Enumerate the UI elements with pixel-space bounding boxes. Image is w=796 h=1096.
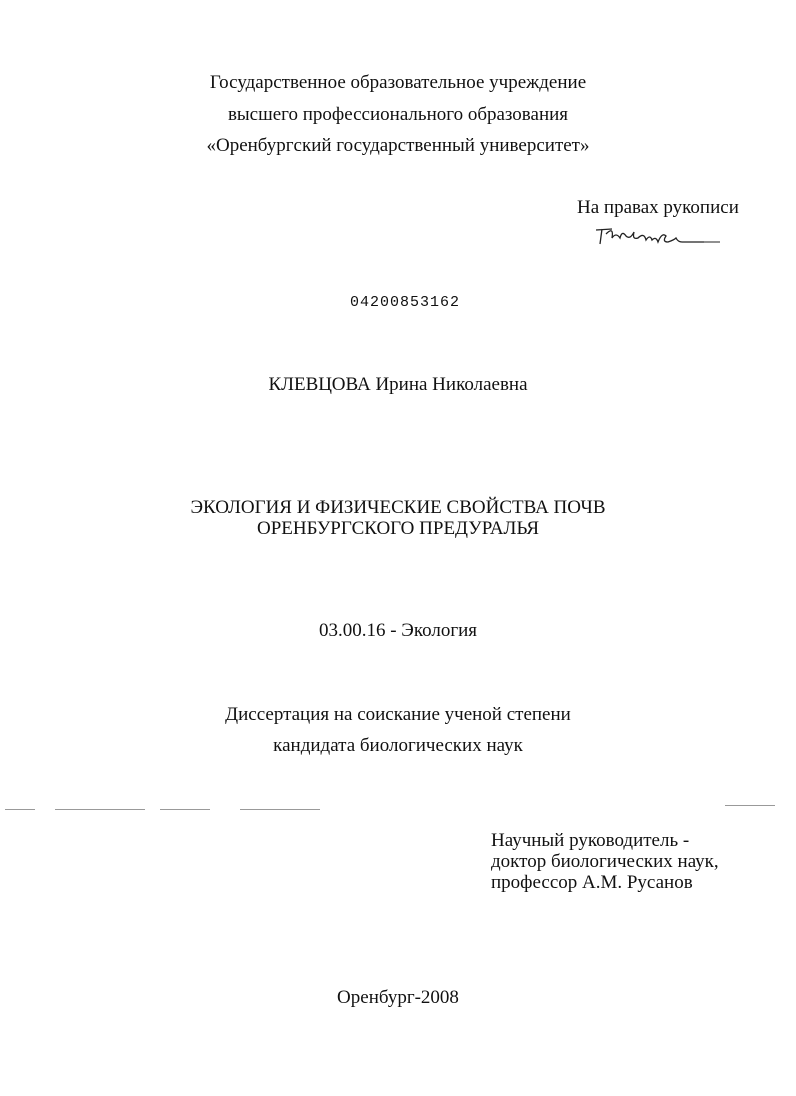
- place-year: Оренбург-2008: [337, 987, 459, 1008]
- supervisor-line-3: профессор А.М. Русанов: [491, 872, 693, 893]
- author-name: КЛЕВЦОВА Ирина Николаевна: [268, 374, 528, 395]
- institution-line-2: высшего профессионального образования: [227, 104, 569, 125]
- institution-line-3: «Оренбургский государственный университет»: [206, 135, 590, 156]
- title-line-2: ОРЕНБУРГСКОГО ПРЕДУРАЛЬЯ: [256, 518, 540, 539]
- institution-line-1: Государственное образовательное учреждение: [209, 72, 587, 93]
- signature: [592, 220, 722, 258]
- degree-line-1: Диссертация на соискание ученой степени: [225, 704, 571, 725]
- specialty: 03.00.16 - Экология: [318, 620, 478, 641]
- supervisor-line-1: Научный руководитель -: [491, 830, 690, 851]
- title-line-1: ЭКОЛОГИЯ И ФИЗИЧЕСКИЕ СВОЙСТВА ПОЧВ: [190, 497, 606, 518]
- manuscript-note: На правах рукописи: [577, 197, 739, 218]
- degree-line-2: кандидата биологических наук: [273, 735, 523, 756]
- supervisor-line-2: доктор биологических наук,: [491, 851, 719, 872]
- catalog-number: 04200853162: [350, 294, 461, 311]
